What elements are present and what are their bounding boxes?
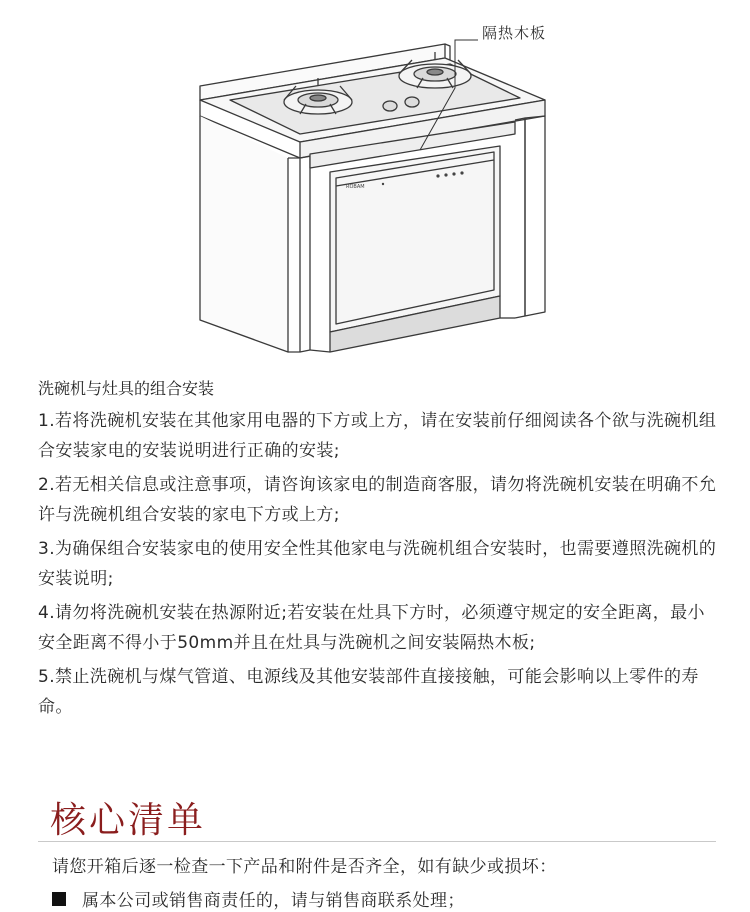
section-title: 洗碗机与灶具的组合安装 bbox=[38, 379, 215, 398]
checklist-heading: 核心清单 bbox=[50, 800, 207, 841]
cabinet-installation-illustration bbox=[0, 0, 750, 370]
rule-item: 4.请勿将洗碗机安装在热源附近;若安装在灶具下方时，必须遵守规定的安全距离，最小安全距离不得小于50mm并且在灶具与洗碗机之间安装隔热木板; bbox=[38, 603, 705, 653]
rule-item: 5.禁止洗碗机与煤气管道、电源线及其他安装部件直接接触，可能会影响以上零件的寿命。 bbox=[38, 667, 699, 717]
insulation-board-callout: 隔热木板 bbox=[482, 24, 547, 42]
checklist-bullet-item bbox=[52, 886, 465, 911]
rule-item: 1.若将洗碗机安装在其他家用电器的下方或上方，请在安装前仔细阅读各个欲与洗碗机组合安装家电的安装说明进行正确的安装; bbox=[38, 411, 717, 461]
dishwasher-brand-mark: ROBAM bbox=[346, 184, 365, 190]
heading-divider bbox=[38, 841, 716, 842]
rule-item: 2.若无相关信息或注意事项，请咨询该家电的制造商客服，请勿将洗碗机安装在明确不允许与洗碗机组合安装的家电下方或上方; bbox=[38, 475, 717, 525]
rule-item: 3.为确保组合安装家电的使用安全性其他家电与洗碗机组合安装时，也需要遵照洗碗机的安装说明; bbox=[38, 539, 717, 589]
installation-rules-list bbox=[38, 406, 718, 726]
square-bullet-icon bbox=[52, 892, 66, 906]
checklist-intro: 请您开箱后逐一检查一下产品和附件是否齐全，如有缺少或损坏： bbox=[52, 857, 557, 877]
checklist-bullet-text: 属本公司或销售商责任的，请与销售商联系处理； bbox=[82, 891, 465, 911]
